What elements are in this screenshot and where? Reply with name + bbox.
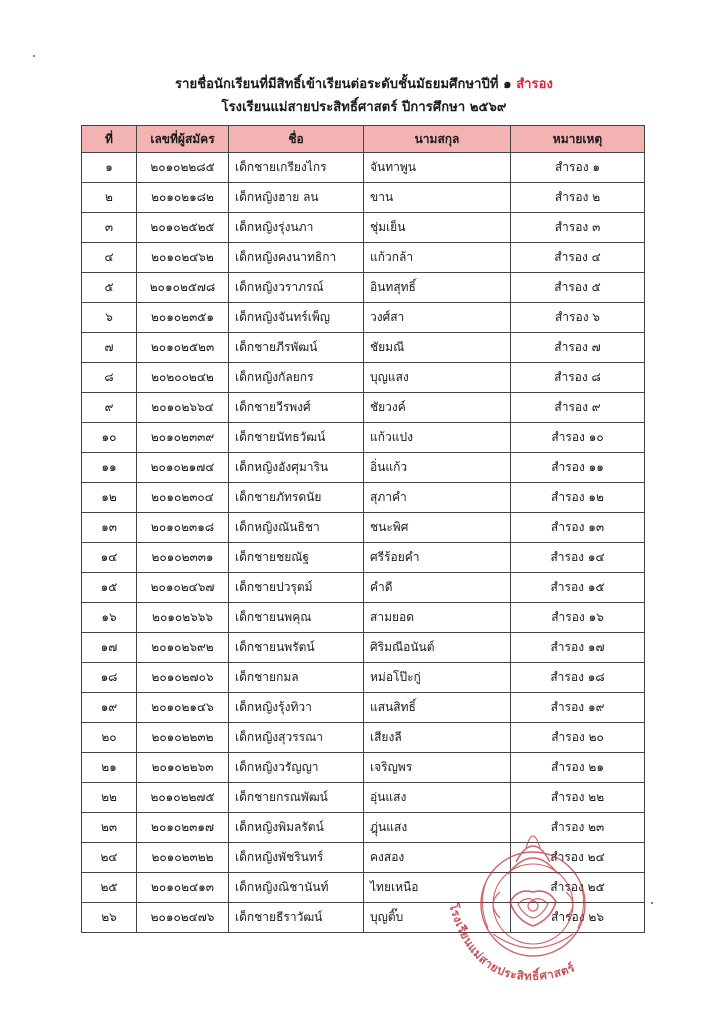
student-first-name: เด็กชายปวรุตม์ [229,573,364,603]
table-row [82,783,645,813]
student-surname: แก้วกล้า [364,243,511,273]
row-number: ๑ [82,153,137,183]
header-surname: นามสกุล [364,126,511,153]
table-row [82,513,645,543]
applicant-id: ๒๐๑๐๒๕๒๕ [137,213,229,243]
student-surname: เสียงลี [364,723,511,753]
row-number: ๒๕ [82,873,137,903]
student-surname: ขาน [364,183,511,213]
reserve-note: สำรอง ๒๕ [511,873,645,903]
row-number: ๙ [82,393,137,423]
student-surname: ไทยเหนือ [364,873,511,903]
reserve-note: สำรอง ๑๕ [511,573,645,603]
row-number: ๒๓ [82,813,137,843]
row-number: ๑๒ [82,483,137,513]
header-applicant-id: เลขที่ผู้สมัคร [137,126,229,153]
student-first-name: เด็กหญิงคงนาทธิกา [229,243,364,273]
row-number: ๑๗ [82,633,137,663]
applicant-id: ๒๐๑๐๒๔๖๗ [137,573,229,603]
row-number: ๒๑ [82,753,137,783]
student-first-name: เด็กชายชยณัฐ [229,543,364,573]
row-number: ๒ [82,183,137,213]
reserve-note: สำรอง ๒๑ [511,753,645,783]
applicant-id: ๒๐๑๐๒๓๑๗ [137,813,229,843]
reserve-note: สำรอง ๒ [511,183,645,213]
student-surname: ศิริมณีอนันต์ [364,633,511,663]
student-surname: บุญติ๊บ [364,903,511,933]
roster-table [81,125,645,933]
student-surname: แสนสิทธิ์ [364,693,511,723]
applicant-id: ๒๐๑๐๒๓๓๑ [137,543,229,573]
table-row [82,633,645,663]
student-surname: คงสอง [364,843,511,873]
student-first-name: เด็กหญิงจันทร์เพ็ญ [229,303,364,333]
student-first-name: เด็กหญิงณันธิชา [229,513,364,543]
student-first-name: เด็กชายกมล [229,663,364,693]
row-number: ๒๐ [82,723,137,753]
student-surname: ชุ่มเย็น [364,213,511,243]
applicant-id: ๒๐๑๐๒๑๔๖ [137,693,229,723]
title-text: รายชื่อนักเรียนที่มีสิทธิ์เข้าเรียนต่อระดับชั้นมัธยมศึกษาปีที่ ๑ [175,77,512,92]
student-first-name: เด็กชายวีรพงศ์ [229,393,364,423]
applicant-id: ๒๐๑๐๒๖๙๒ [137,633,229,663]
applicant-id: ๒๐๒๐๐๒๔๒ [137,363,229,393]
student-surname: หม่อโป๊ะกู่ [364,663,511,693]
student-first-name: เด็กหญิงอังศุมาริน [229,453,364,483]
student-first-name: เด็กหญิงพิมลรัตน์ [229,813,364,843]
row-number: ๑๔ [82,543,137,573]
applicant-id: ๒๐๑๐๒๔๑๓ [137,873,229,903]
applicant-id: ๒๐๑๐๒๒๗๕ [137,783,229,813]
student-surname: ชนะพิศ [364,513,511,543]
row-number: ๑๓ [82,513,137,543]
row-number: ๑๘ [82,663,137,693]
header-no: ที่ [82,126,137,153]
reserve-note: สำรอง ๔ [511,243,645,273]
applicant-id: ๒๐๑๐๒๓๓๙ [137,423,229,453]
table-row [82,663,645,693]
row-number: ๑๖ [82,603,137,633]
reserve-note: สำรอง ๑๖ [511,603,645,633]
student-first-name: เด็กชายนพรัตน์ [229,633,364,663]
scan-speck [651,902,653,904]
reserve-note: สำรอง ๒๖ [511,903,645,933]
applicant-id: ๒๐๑๐๒๔๗๖ [137,903,229,933]
reserve-note: สำรอง ๑๔ [511,543,645,573]
reserve-note: สำรอง ๑ [511,153,645,183]
student-surname: อุ่นแสง [364,783,511,813]
table-row [82,753,645,783]
reserve-note: สำรอง ๙ [511,393,645,423]
applicant-id: ๒๐๑๐๒๒๘๕ [137,153,229,183]
table-row [82,543,645,573]
student-first-name: เด็กชายธีราวัฒน์ [229,903,364,933]
row-number: ๕ [82,273,137,303]
table-row [82,213,645,243]
student-surname: อิ่นแก้ว [364,453,511,483]
table-row [82,393,645,423]
row-number: ๑๙ [82,693,137,723]
table-header [82,126,645,153]
table-row [82,333,645,363]
document-title [0,73,728,94]
table-row [82,423,645,453]
applicant-id: ๒๐๑๐๒๒๖๓ [137,753,229,783]
applicant-id: ๒๐๑๐๒๗๐๖ [137,663,229,693]
student-surname: คำดี [364,573,511,603]
reserve-note: สำรอง ๖ [511,303,645,333]
student-first-name: เด็กหญิงรุ่งนภา [229,213,364,243]
table-row [82,723,645,753]
table-row [82,363,645,393]
student-surname: จันทาพูน [364,153,511,183]
applicant-id: ๒๐๑๐๒๖๖๔ [137,393,229,423]
student-surname: ฎุ่นแสง [364,813,511,843]
table-row [82,273,645,303]
reserve-note: สำรอง ๑๑ [511,453,645,483]
applicant-id: ๒๐๑๐๒๓๑๘ [137,513,229,543]
student-first-name: เด็กหญิงฮาย ลน [229,183,364,213]
student-first-name: เด็กหญิงพัชรินทร์ [229,843,364,873]
table-body [82,153,645,933]
reserve-note: สำรอง ๑๐ [511,423,645,453]
student-first-name: เด็กชายเกรียงไกร [229,153,364,183]
table-row [82,183,645,213]
student-surname: ชัยมณี [364,333,511,363]
applicant-id: ๒๐๑๐๒๕๒๓ [137,333,229,363]
student-surname: วงศ์สา [364,303,511,333]
student-first-name: เด็กหญิงสุวรรณา [229,723,364,753]
reserve-note: สำรอง ๒๒ [511,783,645,813]
student-first-name: เด็กชายกรณพัฒน์ [229,783,364,813]
student-surname: ชัยวงค์ [364,393,511,423]
row-number: ๓ [82,213,137,243]
student-first-name: เด็กหญิงกัลยกร [229,363,364,393]
row-number: ๖ [82,303,137,333]
applicant-id: ๒๐๑๐๒๖๖๖ [137,603,229,633]
reserve-note: สำรอง ๑๗ [511,633,645,663]
student-first-name: เด็กชายภีรพัฒน์ [229,333,364,363]
table-row [82,603,645,633]
applicant-id: ๒๐๑๐๒๔๖๒ [137,243,229,273]
table-row [82,483,645,513]
table-row [82,153,645,183]
student-surname: แก้วแปง [364,423,511,453]
table-row [82,693,645,723]
student-surname: ศรีร้อยคำ [364,543,511,573]
header-first-name: ชื่อ [229,126,364,153]
applicant-id: ๒๐๑๐๒๑๗๔ [137,453,229,483]
student-surname: สุภาคำ [364,483,511,513]
row-number: ๑๑ [82,453,137,483]
row-number: ๒๒ [82,783,137,813]
table-row [82,243,645,273]
reserve-note: สำรอง ๗ [511,333,645,363]
student-surname: สามยอด [364,603,511,633]
applicant-id: ๒๐๑๐๒๑๘๒ [137,183,229,213]
reserve-note: สำรอง ๑๘ [511,663,645,693]
table-row [82,453,645,483]
reserve-note: สำรอง ๒๓ [511,813,645,843]
table-row [82,573,645,603]
svg-text:โรงเรียนแม่สายประสิทธิ์ศาสตร์ [446,901,577,983]
student-first-name: เด็กชายภัทรดนัย [229,483,364,513]
student-first-name: เด็กชายนพคุณ [229,603,364,633]
row-number: ๒๖ [82,903,137,933]
reserve-note: สำรอง ๒๔ [511,843,645,873]
seal-text: โรงเรียนแม่สายประสิทธิ์ศาสตร์ [446,901,578,984]
row-number: ๔ [82,243,137,273]
student-first-name: เด็กหญิงณิชานันท์ [229,873,364,903]
reserve-note: สำรอง ๒๐ [511,723,645,753]
student-surname: เจริญพร [364,753,511,783]
row-number: ๘ [82,363,137,393]
applicant-id: ๒๐๑๐๒๓๐๔ [137,483,229,513]
document-subtitle: โรงเรียนแม่สายประสิทธิ์ศาสตร์ ปีการศึกษา ๒๕๖๙ [221,100,507,115]
title-highlight: สำรอง [516,77,553,92]
reserve-note: สำรอง ๓ [511,213,645,243]
row-number: ๒๔ [82,843,137,873]
reserve-note: สำรอง ๑๙ [511,693,645,723]
student-first-name: เด็กหญิงวรัญญา [229,753,364,783]
scan-speck [33,55,35,57]
student-first-name: เด็กหญิงรุ้งทิวา [229,693,364,723]
header-row [82,126,645,153]
row-number: ๑๐ [82,423,137,453]
applicant-id: ๒๐๑๐๒๓๕๑ [137,303,229,333]
school-seal-stamp [438,822,628,992]
table-row [82,303,645,333]
applicant-id: ๒๐๑๐๒๓๒๒ [137,843,229,873]
reserve-note: สำรอง ๘ [511,363,645,393]
student-first-name: เด็กหญิงวราภรณ์ [229,273,364,303]
row-number: ๗ [82,333,137,363]
applicant-id: ๒๐๑๐๒๕๗๘ [137,273,229,303]
student-surname: อินทสุทธิ์ [364,273,511,303]
reserve-note: สำรอง ๑๓ [511,513,645,543]
student-surname: บุญแสง [364,363,511,393]
student-first-name: เด็กชายนัทธวัฒน์ [229,423,364,453]
row-number: ๑๕ [82,573,137,603]
applicant-id: ๒๐๑๐๒๒๓๒ [137,723,229,753]
reserve-note: สำรอง ๑๒ [511,483,645,513]
reserve-note: สำรอง ๕ [511,273,645,303]
header-note: หมายเหตุ [511,126,645,153]
